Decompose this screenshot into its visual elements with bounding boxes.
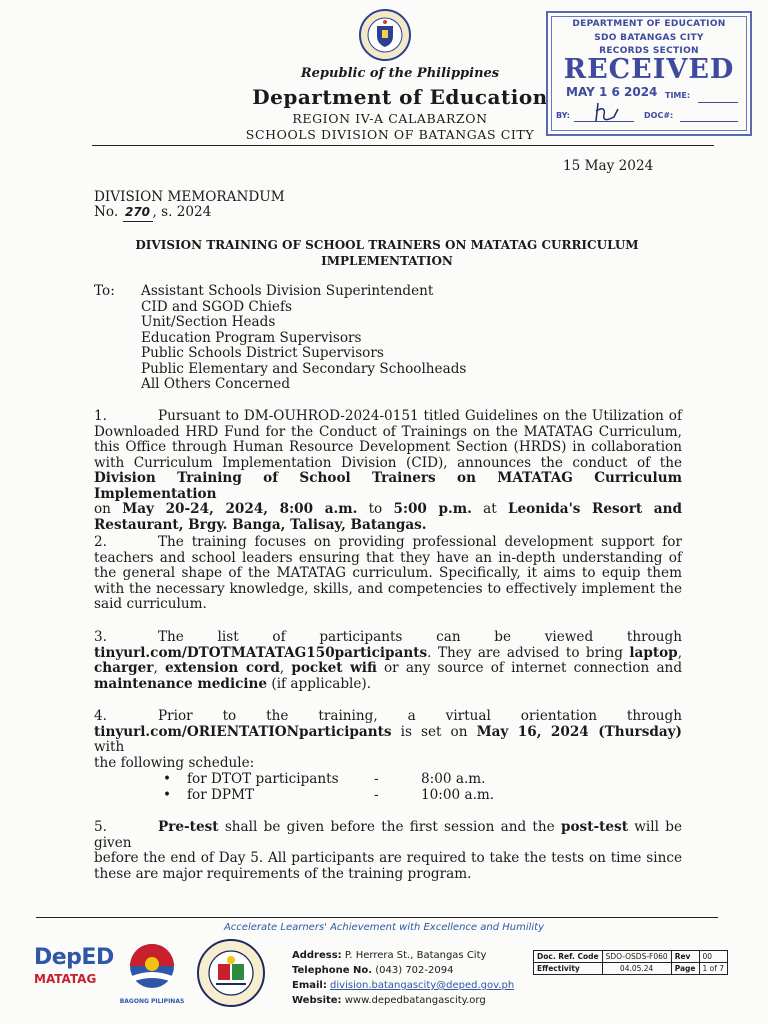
paragraph-5 xyxy=(94,820,682,882)
department-name: Department of Education xyxy=(252,85,548,109)
stamp-signature xyxy=(592,99,622,127)
training-venue-address: Restaurant, Brgy. Banga, Talisay, Batangas. xyxy=(94,516,427,533)
deped-wordmark: DepED xyxy=(34,945,114,970)
para-text: the following schedule: xyxy=(94,754,255,771)
to-label: To: xyxy=(94,283,115,299)
para-text: (if applicable). xyxy=(271,675,372,692)
rev-label: Rev xyxy=(671,951,699,963)
para-text: will be given xyxy=(94,819,682,851)
para-text: . They are advised to bring xyxy=(427,644,623,661)
para-text: on xyxy=(94,501,111,517)
orientation-link[interactable]: tinyurl.com/ORIENTATIONparticipants xyxy=(94,723,392,740)
memo-no-prefix: No. xyxy=(94,204,119,220)
deped-seal-logo xyxy=(358,8,412,62)
telephone-label: Telephone No. xyxy=(292,965,373,976)
para-text: teachers and school leaders ensuring that they have an in-depth understanding of xyxy=(94,549,682,566)
para-number: 4. xyxy=(94,708,107,724)
stamp-line2: SDO BATANGAS CITY xyxy=(594,33,704,43)
training-venue: Leonida's Resort and xyxy=(507,501,682,517)
training-end-time: 5:00 p.m. xyxy=(393,501,472,517)
stamp-by-label: BY: xyxy=(556,111,570,120)
stamp-date: MAY 1 6 2024 xyxy=(566,85,658,99)
bagong-pilipinas-icon xyxy=(118,942,186,990)
para-text: , xyxy=(677,644,683,661)
paragraph-3 xyxy=(94,630,682,692)
paragraph-1 xyxy=(94,409,682,533)
telephone-value: (043) 702-2094 xyxy=(375,965,454,976)
bagong-pilipinas-logo xyxy=(118,942,186,1004)
para-text: is set on xyxy=(400,723,468,740)
email-label: Email: xyxy=(292,980,327,991)
recipient-list xyxy=(141,284,466,393)
orientation-schedule xyxy=(163,772,523,803)
para-number: 5. xyxy=(94,819,107,835)
para-text: to xyxy=(368,501,383,517)
item-pocket-wifi: pocket wifi xyxy=(291,660,377,676)
memo-number: 270 xyxy=(123,205,153,222)
effectivity-value: 04.05.24 xyxy=(602,963,671,975)
recipient: Public Elementary and Secondary Schoolheads xyxy=(141,360,467,377)
para-text: The training focuses on providing professional development support for xyxy=(157,534,682,550)
para-text: said curriculum. xyxy=(94,596,207,612)
schedule-row xyxy=(163,788,523,804)
region-line: REGION IV-A CALABARZON xyxy=(292,111,488,126)
item-charger: charger xyxy=(94,660,154,676)
item-maintenance-medicine: maintenance medicine xyxy=(94,675,268,692)
recipient: Public Schools District Supervisors xyxy=(141,345,384,361)
stamp-time-label: TIME: xyxy=(665,91,691,100)
para-text: or any source of internet connection and xyxy=(384,660,683,676)
participants-link[interactable]: tinyurl.com/DTOTMATATAG150participants xyxy=(94,644,428,661)
bullet-icon: • xyxy=(163,771,172,787)
schedule-label: for DPMT xyxy=(187,786,255,803)
stamp-line1: DEPARTMENT OF EDUCATION xyxy=(572,19,726,29)
schedule-time: 10:00 a.m. xyxy=(421,786,495,803)
page-value: 1 of 7 xyxy=(699,963,728,975)
recipient: Education Program Supervisors xyxy=(141,329,362,346)
item-extension-cord: extension cord xyxy=(164,660,280,676)
email-link[interactable]: division.batangascity@deped.gov.ph xyxy=(330,980,515,991)
footer-divider xyxy=(36,917,718,918)
stamp-received: RECEIVED xyxy=(563,54,735,85)
paragraph-2 xyxy=(94,535,682,613)
rev-value: 00 xyxy=(699,951,728,963)
paragraph-4 xyxy=(94,709,682,771)
pre-test: Pre-test xyxy=(157,819,219,835)
para-text: shall be given before the first session and the xyxy=(224,819,555,835)
recipient: All Others Concerned xyxy=(141,376,291,392)
schedule-dash: - xyxy=(374,771,379,787)
item-laptop: laptop xyxy=(629,644,678,661)
para-text: Pursuant to DM-OUHROD-2024-0151 titled Guidelines on the Utilization of xyxy=(157,408,682,424)
training-date: May 20-24, 2024, 8:00 a.m. xyxy=(122,501,358,517)
contact-block xyxy=(292,948,514,1008)
bullet-icon: • xyxy=(163,786,172,803)
effectivity-label: Effectivity xyxy=(534,963,603,975)
memo-date: 15 May 2024 xyxy=(563,158,654,174)
division-line: SCHOOLS DIVISION OF BATANGAS CITY xyxy=(245,127,535,142)
post-test: post-test xyxy=(560,819,628,835)
deped-matatag-logo xyxy=(34,945,114,1001)
para-text: this Office through Human Resource Development Section (HRDS) in collaboration xyxy=(94,439,682,455)
website-label: Website: xyxy=(292,995,342,1006)
para-text: , xyxy=(279,660,285,676)
received-stamp xyxy=(546,11,752,136)
stamp-line3: RECORDS SECTION xyxy=(599,46,699,56)
para-text: Downloaded HRD Fund for the Conduct of Trainings on the MATATAG Curriculum, xyxy=(94,423,682,440)
para-text: at xyxy=(483,501,497,517)
recipient: Unit/Section Heads xyxy=(141,314,276,330)
schedule-label: for DTOT participants xyxy=(187,771,339,787)
para-text: with Curriculum Implementation Division (CID), announces the conduct of the xyxy=(94,454,682,471)
sdo-batangas-city-seal xyxy=(196,938,266,1008)
memo-series: , s. 2024 xyxy=(152,204,212,220)
address-value: P. Herrera St., Batangas City xyxy=(344,950,487,961)
republic-line: Republic of the Philippines xyxy=(300,66,500,81)
orientation-date: May 16, 2024 (Thursday) xyxy=(476,723,682,740)
recipient: CID and SGOD Chiefs xyxy=(141,298,292,315)
memo-number-line xyxy=(94,205,211,222)
para-text: before the end of Day 5. All participants are required to take the tests on time since xyxy=(94,850,682,866)
website-value[interactable]: www.depedbatangascity.org xyxy=(344,995,486,1006)
schedule-row xyxy=(163,772,523,788)
memo-label: DIVISION MEMORANDUM xyxy=(94,189,285,205)
para-text: Prior to the training, a virtual orientation through xyxy=(157,708,682,724)
training-title: Division Training of School Trainers on MATATAG Curriculum Implementation xyxy=(94,470,682,502)
stamp-doc-label: DOC#: xyxy=(644,111,674,120)
doc-ref-value: SDO-OSDS-F060 xyxy=(602,951,671,963)
para-text: , xyxy=(153,660,158,676)
para-text: these are major requirements of the training program. xyxy=(94,865,472,882)
matatag-wordmark: MATATAG xyxy=(34,972,97,986)
para-text: with xyxy=(94,739,125,755)
bagong-pilipinas-text: BAGONG PILIPINAS xyxy=(119,998,185,1005)
para-text: the general shape of the MATATAG curriculum. Specifically, it aims to equip them xyxy=(94,565,682,581)
header-divider xyxy=(92,145,714,146)
footer-tagline: Accelerate Learners' Achievement with Excellence and Humility xyxy=(223,922,545,933)
document-reference-table xyxy=(533,950,728,975)
para-number: 1. xyxy=(94,408,107,424)
subject-line1: DIVISION TRAINING OF SCHOOL TRAINERS ON MATATAG CURRICULUM xyxy=(135,238,639,252)
para-number: 3. xyxy=(94,629,107,645)
schedule-dash: - xyxy=(374,786,379,803)
subject-line2: IMPLEMENTATION xyxy=(321,254,453,268)
para-number: 2. xyxy=(94,534,107,550)
para-text: The list of participants can be viewed through xyxy=(157,629,682,645)
doc-ref-label: Doc. Ref. Code xyxy=(534,951,603,963)
address-label: Address: xyxy=(292,950,342,961)
page-label: Page xyxy=(671,963,699,975)
memo-subject xyxy=(92,237,682,269)
schedule-time: 8:00 a.m. xyxy=(421,771,486,787)
recipient: Assistant Schools Division Superintendent xyxy=(141,283,434,299)
para-text: with the necessary knowledge, skills, and competencies to effectively implement the xyxy=(94,580,682,597)
